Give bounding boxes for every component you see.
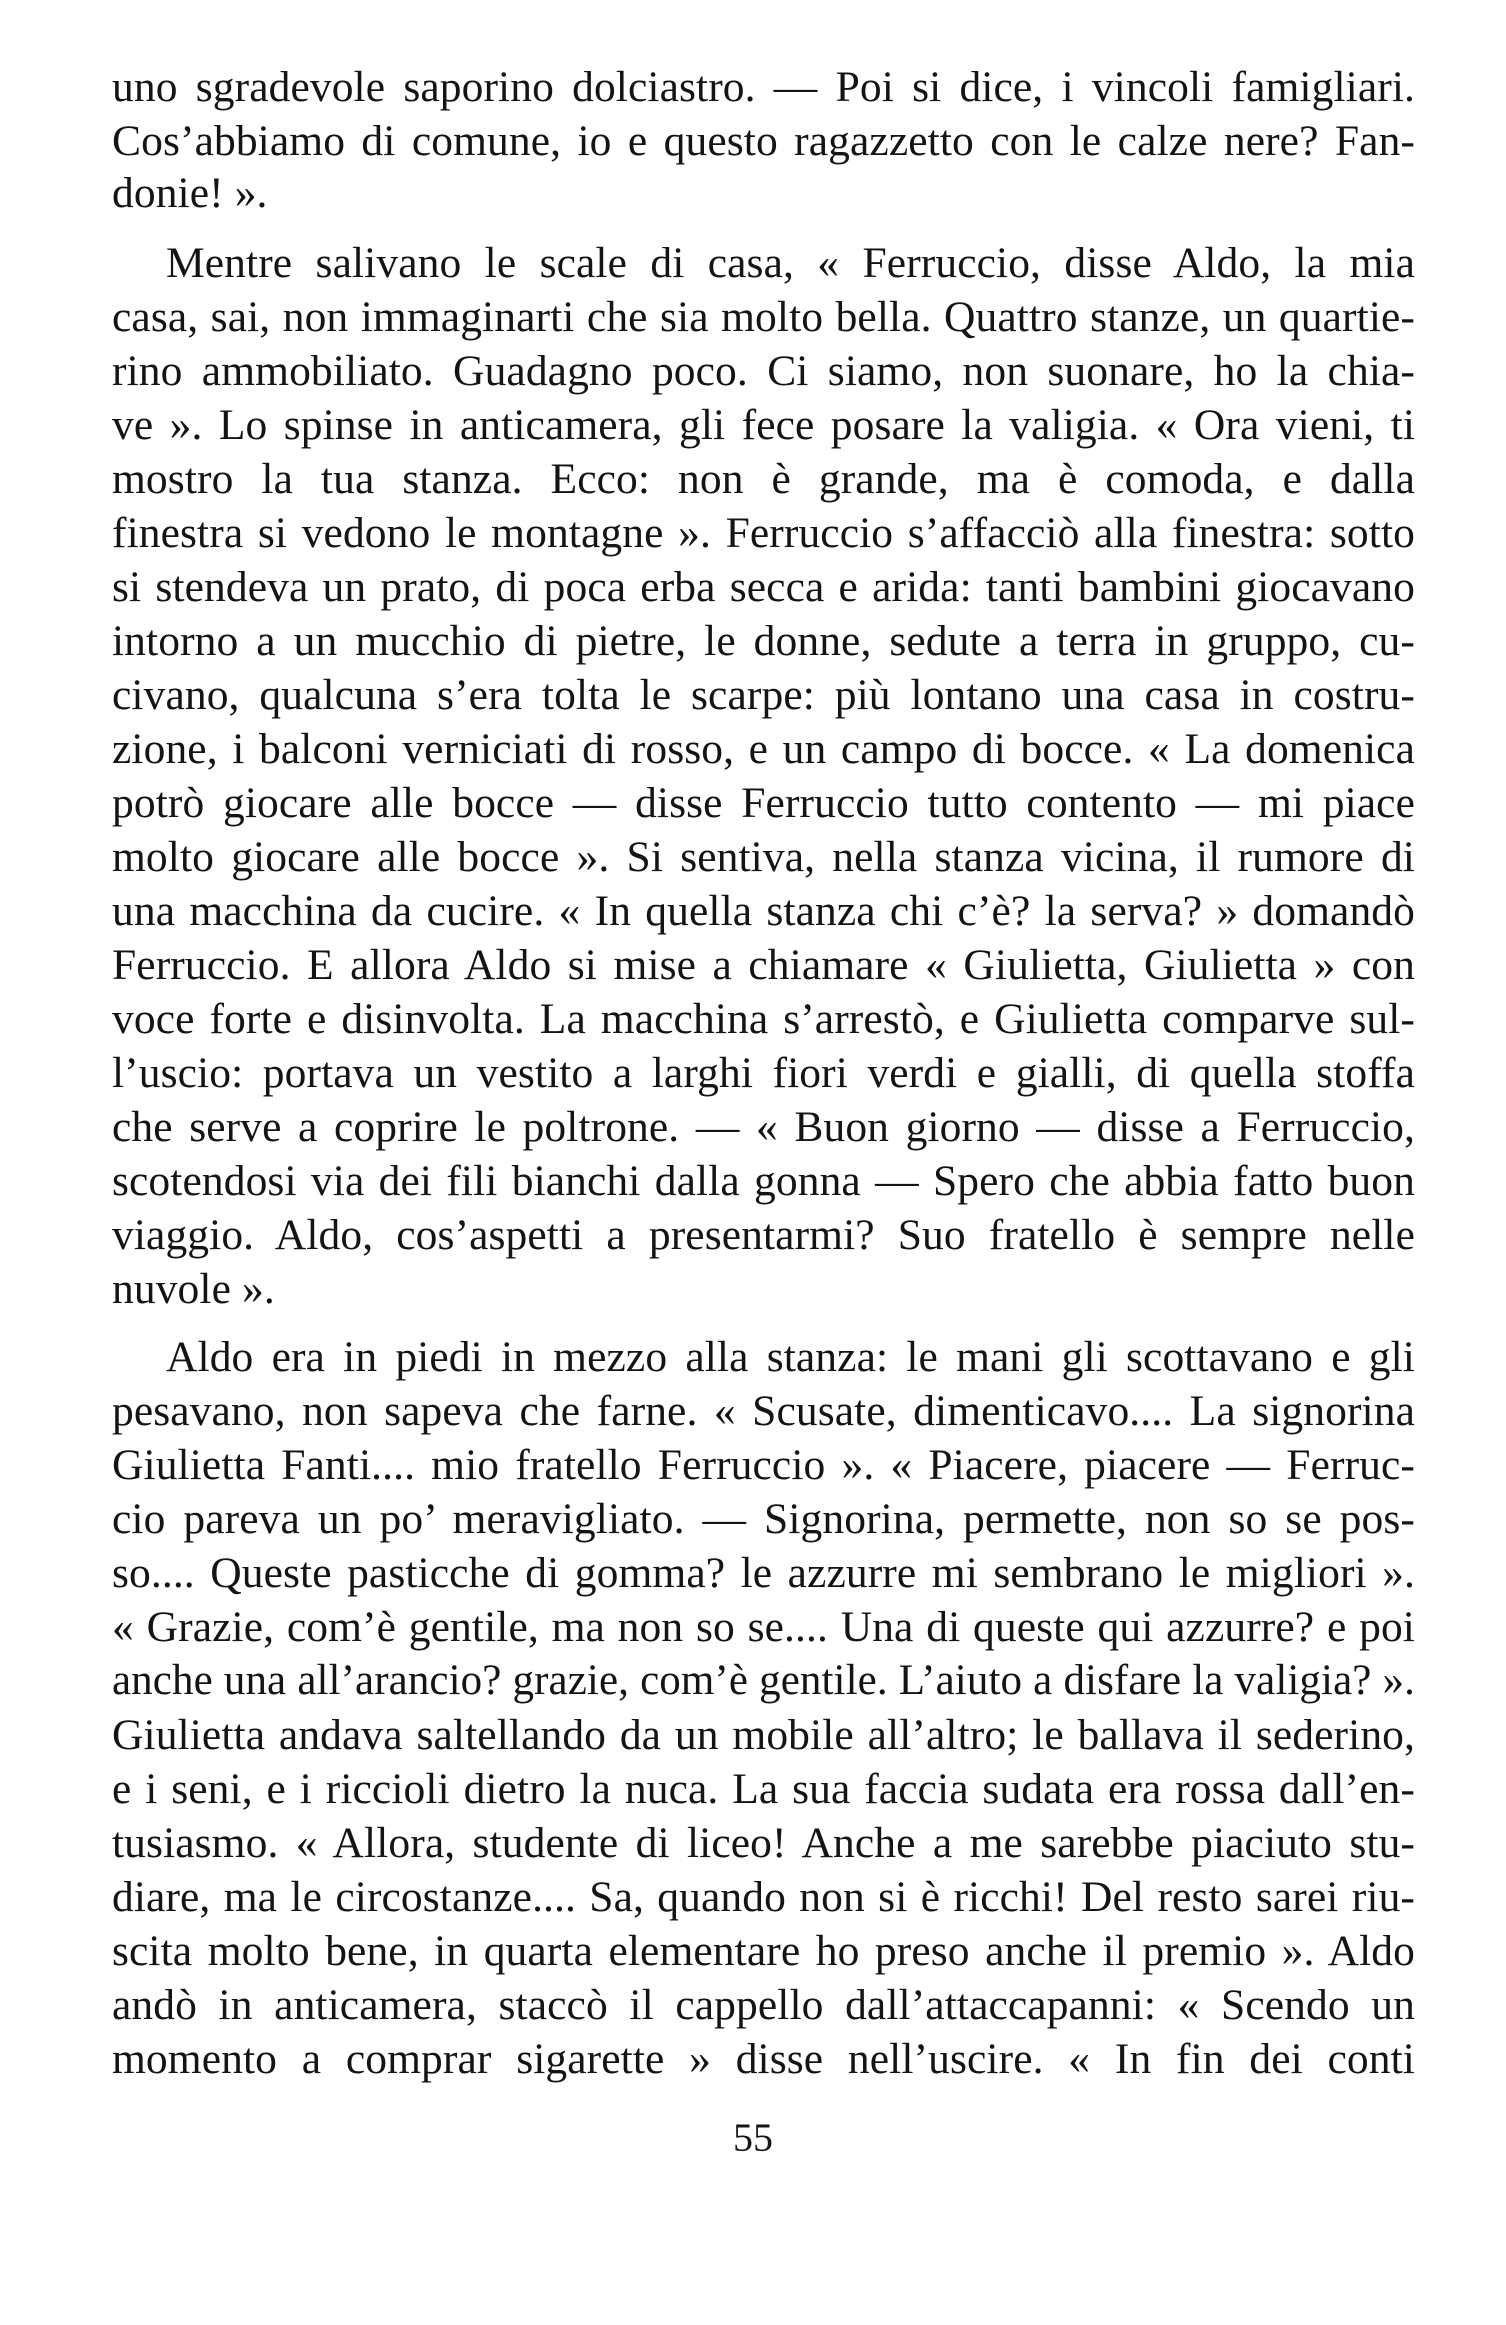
text-line: anche una all’arancio? grazie, com’è gentile. L’aiuto a disfare la valigia? ».: [112, 1657, 1415, 1704]
text-line: che serve a coprire le poltrone. — « Buon giorno — disse a Ferruccio,: [112, 1103, 1415, 1151]
text-line: Mentre salivano le scale di casa, « Ferruccio, disse Aldo, la mia: [166, 239, 1415, 287]
text-line: potrò giocare alle bocce — disse Ferruccio tutto contento — mi piace: [112, 779, 1415, 827]
text-line: « Grazie, com’è gentile, ma non so se.... Una di queste qui azzurre? e poi: [112, 1603, 1415, 1651]
text-line: mostro la tua stanza. Ecco: non è grande, ma è comoda, e dalla: [112, 455, 1415, 503]
text-line: andò in anticamera, staccò il cappello dall’attaccapanni: « Scendo un: [112, 1981, 1415, 2029]
text-line: momento a comprar sigarette » disse nell’uscire. « In fin dei conti: [112, 2035, 1415, 2083]
text-line: cio pareva un po’ meravigliato. — Signorina, permette, non so se pos-: [112, 1495, 1415, 1543]
text-line: intorno a un mucchio di pietre, le donne, sedute a terra in gruppo, cu-: [112, 617, 1415, 665]
text-line: molto giocare alle bocce ». Si sentiva, nella stanza vicina, il rumore di: [112, 833, 1415, 881]
text-line: scita molto bene, in quarta elementare ho preso anche il premio ». Aldo: [112, 1927, 1415, 1975]
text-line: una macchina da cucire. « In quella stanza chi c’è? la serva? » domandò: [112, 887, 1415, 935]
text-line: Giulietta Fanti.... mio fratello Ferruccio ». « Piacere, piacere — Ferruc-: [112, 1441, 1415, 1489]
text-line: nuvole ».: [112, 1265, 275, 1313]
text-line: Ferruccio. E allora Aldo si mise a chiamare « Giulietta, Giulietta » con: [112, 941, 1415, 989]
text-line: l’uscio: portava un vestito a larghi fiori verdi e gialli, di quella stoffa: [112, 1049, 1415, 1097]
text-line: pesavano, non sapeva che farne. « Scusate, dimenticavo.... La signorina: [112, 1387, 1415, 1435]
text-line: civano, qualcuna s’era tolta le scarpe: più lontano una casa in costru-: [112, 671, 1415, 719]
text-line: donie! ».: [112, 169, 268, 217]
text-line: Cos’abbiamo di comune, io e questo ragazzetto con le calze nere? Fan-: [112, 117, 1415, 165]
text-line: zione, i balconi verniciati di rosso, e un campo di bocce. « La domenica: [112, 725, 1415, 773]
text-line: rino ammobiliato. Guadagno poco. Ci siamo, non suonare, ho la chia-: [112, 347, 1415, 395]
text-line: e i seni, e i riccioli dietro la nuca. La sua faccia sudata era rossa dall’en-: [112, 1765, 1415, 1813]
text-line: viaggio. Aldo, cos’aspetti a presentarmi? Suo fratello è sempre nelle: [112, 1211, 1415, 1259]
text-line: Giulietta andava saltellando da un mobile all’altro; le ballava il sederino,: [112, 1711, 1415, 1759]
page-number: 55: [733, 2115, 773, 2160]
text-line: casa, sai, non immaginarti che sia molto bella. Quattro stanze, un quartie-: [112, 293, 1415, 341]
text-line: scotendosi via dei fili bianchi dalla gonna — Spero che abbia fatto buon: [112, 1157, 1415, 1205]
text-line: Aldo era in piedi in mezzo alla stanza: le mani gli scottavano e gli: [166, 1333, 1415, 1381]
text-line: uno sgradevole saporino dolciastro. — Poi si dice, i vincoli famigliari.: [112, 63, 1415, 111]
text-line: voce forte e disinvolta. La macchina s’arrestò, e Giulietta comparve sul-: [112, 995, 1415, 1043]
text-line: diare, ma le circostanze.... Sa, quando non si è ricchi! Del resto sarei riu-: [112, 1873, 1415, 1921]
text-line: tusiasmo. « Allora, studente di liceo! Anche a me sarebbe piaciuto stu-: [112, 1819, 1415, 1867]
text-line: ve ». Lo spinse in anticamera, gli fece posare la valigia. « Ora vieni, ti: [112, 401, 1415, 449]
text-line: si stendeva un prato, di poca erba secca e arida: tanti bambini giocavano: [112, 563, 1415, 611]
text-line: so.... Queste pasticche di gomma? le azzurre mi sembrano le migliori ».: [112, 1549, 1415, 1597]
text-line: finestra si vedono le montagne ». Ferruccio s’affacciò alla finestra: sotto: [112, 509, 1415, 557]
